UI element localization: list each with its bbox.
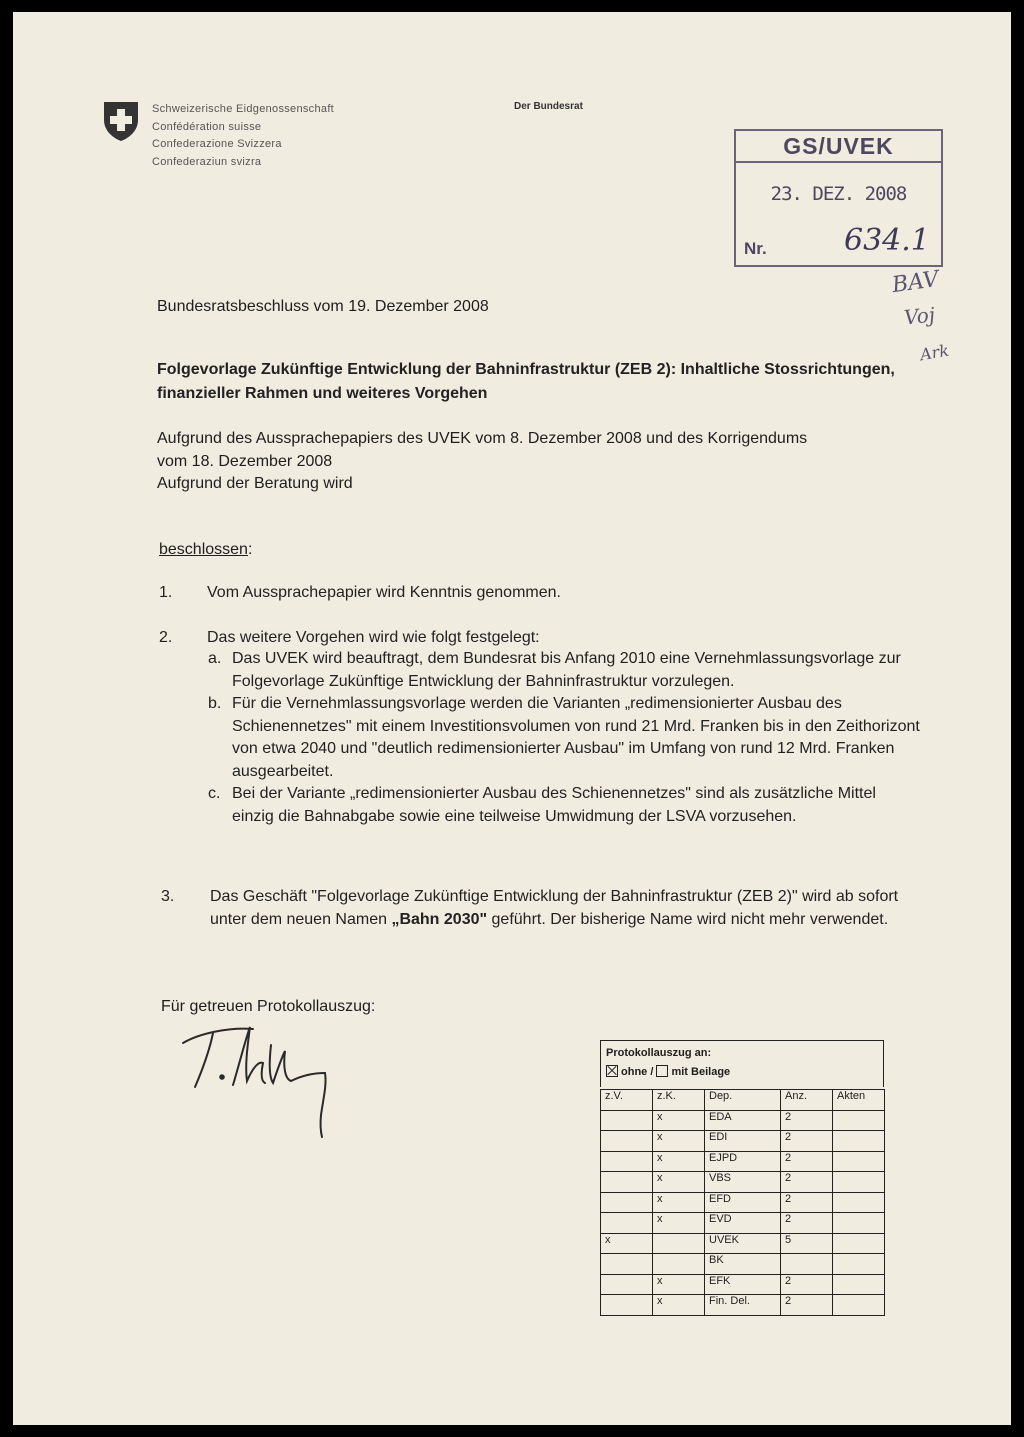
option-without-attachment: ohne xyxy=(621,1066,648,1078)
table-row xyxy=(601,1192,885,1213)
handwritten-signature xyxy=(175,1015,340,1140)
table-cell-col-akten xyxy=(833,1213,885,1234)
checkbox-empty-icon xyxy=(656,1065,668,1077)
intro-line: Aufgrund des Aussprachepapiers des UVEK vom 8. Dezember 2008 und des Korrigendums xyxy=(157,430,808,447)
table-row xyxy=(601,1213,885,1234)
subitem-letter: a. xyxy=(208,650,222,667)
table-row xyxy=(601,1295,885,1316)
item-number: 3. xyxy=(161,888,175,905)
table-cell-col-zk: x xyxy=(653,1213,705,1234)
institution-line: Confederaziun svizra xyxy=(152,155,262,168)
received-stamp xyxy=(734,129,943,267)
table-cell-col-akten xyxy=(833,1295,885,1316)
distribution-heading: Protokollauszug an: xyxy=(606,1047,712,1059)
table-cell-col-zv xyxy=(601,1254,653,1275)
table-cell-col-akten xyxy=(833,1233,885,1254)
subitem xyxy=(208,783,920,828)
decision-date-line: Bundesratsbeschluss vom 19. Dezember 2008 xyxy=(157,298,489,315)
subitem xyxy=(208,693,920,783)
distribution-header xyxy=(600,1040,884,1087)
column-header-col-dep: Dep. xyxy=(705,1090,781,1111)
item-number: 1. xyxy=(159,584,173,601)
table-row xyxy=(601,1131,885,1152)
table-cell-col-dep: VBS xyxy=(705,1172,781,1193)
stamp-number-label: Nr. xyxy=(744,239,767,258)
column-header-col-akten: Akten xyxy=(833,1090,885,1111)
table-cell-col-zk: x xyxy=(653,1172,705,1193)
table-cell-col-akten xyxy=(833,1254,885,1275)
table-cell-col-dep: EFD xyxy=(705,1192,781,1213)
option-with-attachment: mit Beilage xyxy=(671,1066,731,1078)
table-cell-col-anz: 2 xyxy=(781,1172,833,1193)
resolved-heading xyxy=(159,539,252,562)
table-cell-col-zv xyxy=(601,1192,653,1213)
table-cell-col-akten xyxy=(833,1172,885,1193)
institution-name-block xyxy=(152,101,334,171)
institution-line: Schweizerische Eidgenossenschaft xyxy=(152,103,335,115)
item-text: Das weitere Vorgehen wird wie folgt festgelegt: xyxy=(207,629,540,646)
institution-line: Confédération suisse xyxy=(152,120,262,133)
table-cell-col-zv xyxy=(601,1151,653,1172)
table-cell-col-dep: UVEK xyxy=(705,1233,781,1254)
table-cell-col-zk xyxy=(653,1254,705,1275)
subitem-text: Bei der Variante „redimensionierter Ausbau des Schienennetzes" sind als zusätzliche Mittel einzig die Bahnabgabe sowie eine teilweise Umwidmung der LSVA vorzusehen. xyxy=(232,785,876,825)
stamp-office: GS/UVEK xyxy=(736,131,941,163)
table-cell-col-anz: 2 xyxy=(781,1213,833,1234)
table-cell-col-akten xyxy=(833,1192,885,1213)
document-title: Folgevorlage Zukünftige Entwicklung der Bahninfrastruktur (ZEB 2): Inhaltliche Stossrichtungen, finanzieller Rahmen und weiteres Vorgehen xyxy=(157,361,895,402)
table-cell-col-zv: x xyxy=(601,1233,653,1254)
table-cell-col-zk: x xyxy=(653,1192,705,1213)
table-cell-col-anz: 2 xyxy=(781,1295,833,1316)
column-header-col-zv: z.V. xyxy=(601,1090,653,1111)
table-cell-col-dep: EVD xyxy=(705,1213,781,1234)
table-header-row xyxy=(601,1090,885,1111)
intro-line: vom 18. Dezember 2008 xyxy=(157,452,333,470)
table-cell-col-zv xyxy=(601,1172,653,1193)
table-cell-col-zv xyxy=(601,1213,653,1234)
handwritten-note: Ark xyxy=(918,340,951,365)
table-cell-col-dep: EDA xyxy=(705,1110,781,1131)
stamp-number-value: 634.1 xyxy=(844,223,930,258)
resolved-label: beschlossen xyxy=(159,541,248,558)
new-project-name: „Bahn 2030" xyxy=(391,910,488,928)
distribution-table xyxy=(600,1089,885,1316)
table-cell-col-anz: 2 xyxy=(781,1192,833,1213)
table-row xyxy=(601,1172,885,1193)
swiss-coat-of-arms-icon xyxy=(102,100,140,142)
table-cell-col-zk: x xyxy=(653,1131,705,1152)
table-cell-col-zv xyxy=(601,1131,653,1152)
table-cell-col-anz: 2 xyxy=(781,1110,833,1131)
table-cell-col-zk: x xyxy=(653,1110,705,1131)
item-number: 2. xyxy=(159,629,173,646)
signature-intro: Für getreuen Protokollauszug: xyxy=(161,998,376,1015)
table-cell-col-dep: BK xyxy=(705,1254,781,1275)
table-cell-col-anz: 5 xyxy=(781,1233,833,1254)
table-row xyxy=(601,1274,885,1295)
stamp-date: 23. DEZ. 2008 xyxy=(770,183,907,205)
table-cell-col-anz: 2 xyxy=(781,1151,833,1172)
authority-label: Der Bundesrat xyxy=(514,101,583,112)
subitem-letter: c. xyxy=(208,785,221,802)
table-row xyxy=(601,1254,885,1275)
table-cell-col-dep: EFK xyxy=(705,1274,781,1295)
institution-line: Confederazione Svizzera xyxy=(152,138,282,150)
table-row xyxy=(601,1110,885,1131)
item-text-part: Das Geschäft "Folgevorlage Zukünftige Entwicklung der Bahninfrastruktur (ZEB 2)" wird ab sofort unter dem neuen Namen xyxy=(210,888,899,928)
table-cell-col-akten xyxy=(833,1110,885,1131)
subitem-letter: b. xyxy=(208,695,222,712)
checkbox-checked-icon xyxy=(606,1065,618,1077)
subitem-text: Das UVEK wird beauftragt, dem Bundesrat bis Anfang 2010 eine Vernehmlassungsvorlage zur Folgevorlage Zukünftige Entwicklung der Bahninfrastruktur vorzulegen. xyxy=(232,650,901,690)
table-cell-col-zv xyxy=(601,1295,653,1316)
intro-line: Aufgrund der Beratung wird xyxy=(157,475,353,492)
table-cell-col-anz: 2 xyxy=(781,1131,833,1152)
column-header-col-anz: Anz. xyxy=(781,1090,833,1111)
table-cell-col-dep: EJPD xyxy=(705,1151,781,1172)
item-text: Vom Aussprachepapier wird Kenntnis genommen. xyxy=(207,584,561,601)
table-row xyxy=(601,1233,885,1254)
handwritten-note: Voj xyxy=(902,302,937,330)
intro-block xyxy=(157,428,937,496)
table-cell-col-akten xyxy=(833,1151,885,1172)
table-cell-col-dep: Fin. Del. xyxy=(705,1295,781,1316)
table-cell-col-akten xyxy=(833,1274,885,1295)
table-cell-col-anz xyxy=(781,1254,833,1275)
table-cell-col-zk: x xyxy=(653,1295,705,1316)
item-text-part: geführt. Der bisherige Name wird nicht mehr verwendet. xyxy=(487,910,889,928)
subitem-list xyxy=(208,648,920,828)
resolved-suffix: : xyxy=(247,541,253,558)
table-row xyxy=(601,1151,885,1172)
item-text xyxy=(210,886,926,931)
subitem-text: Für die Vernehmlassungsvorlage werden die Varianten „redimensionierter Ausbau des Schienennetzes" mit einem Investitionsvolumen von rund 21 Mrd. Franken bis in den Zeithorizont von etwa 2040 und "deutlich redimensionierter Ausbau" im Umfang von rund 12 Mrd. Franken ausgearbeitet. xyxy=(232,695,920,780)
table-cell-col-zk xyxy=(653,1233,705,1254)
table-cell-col-dep: EDI xyxy=(705,1131,781,1152)
subitem xyxy=(208,648,920,693)
table-cell-col-zv xyxy=(601,1274,653,1295)
table-cell-col-zk: x xyxy=(653,1151,705,1172)
handwritten-note: BAV xyxy=(890,266,941,299)
column-header-col-zk: z.K. xyxy=(653,1090,705,1111)
table-cell-col-anz: 2 xyxy=(781,1274,833,1295)
table-cell-col-akten xyxy=(833,1131,885,1152)
table-cell-col-zk: x xyxy=(653,1274,705,1295)
option-separator: / xyxy=(650,1066,654,1078)
table-cell-col-zv xyxy=(601,1110,653,1131)
